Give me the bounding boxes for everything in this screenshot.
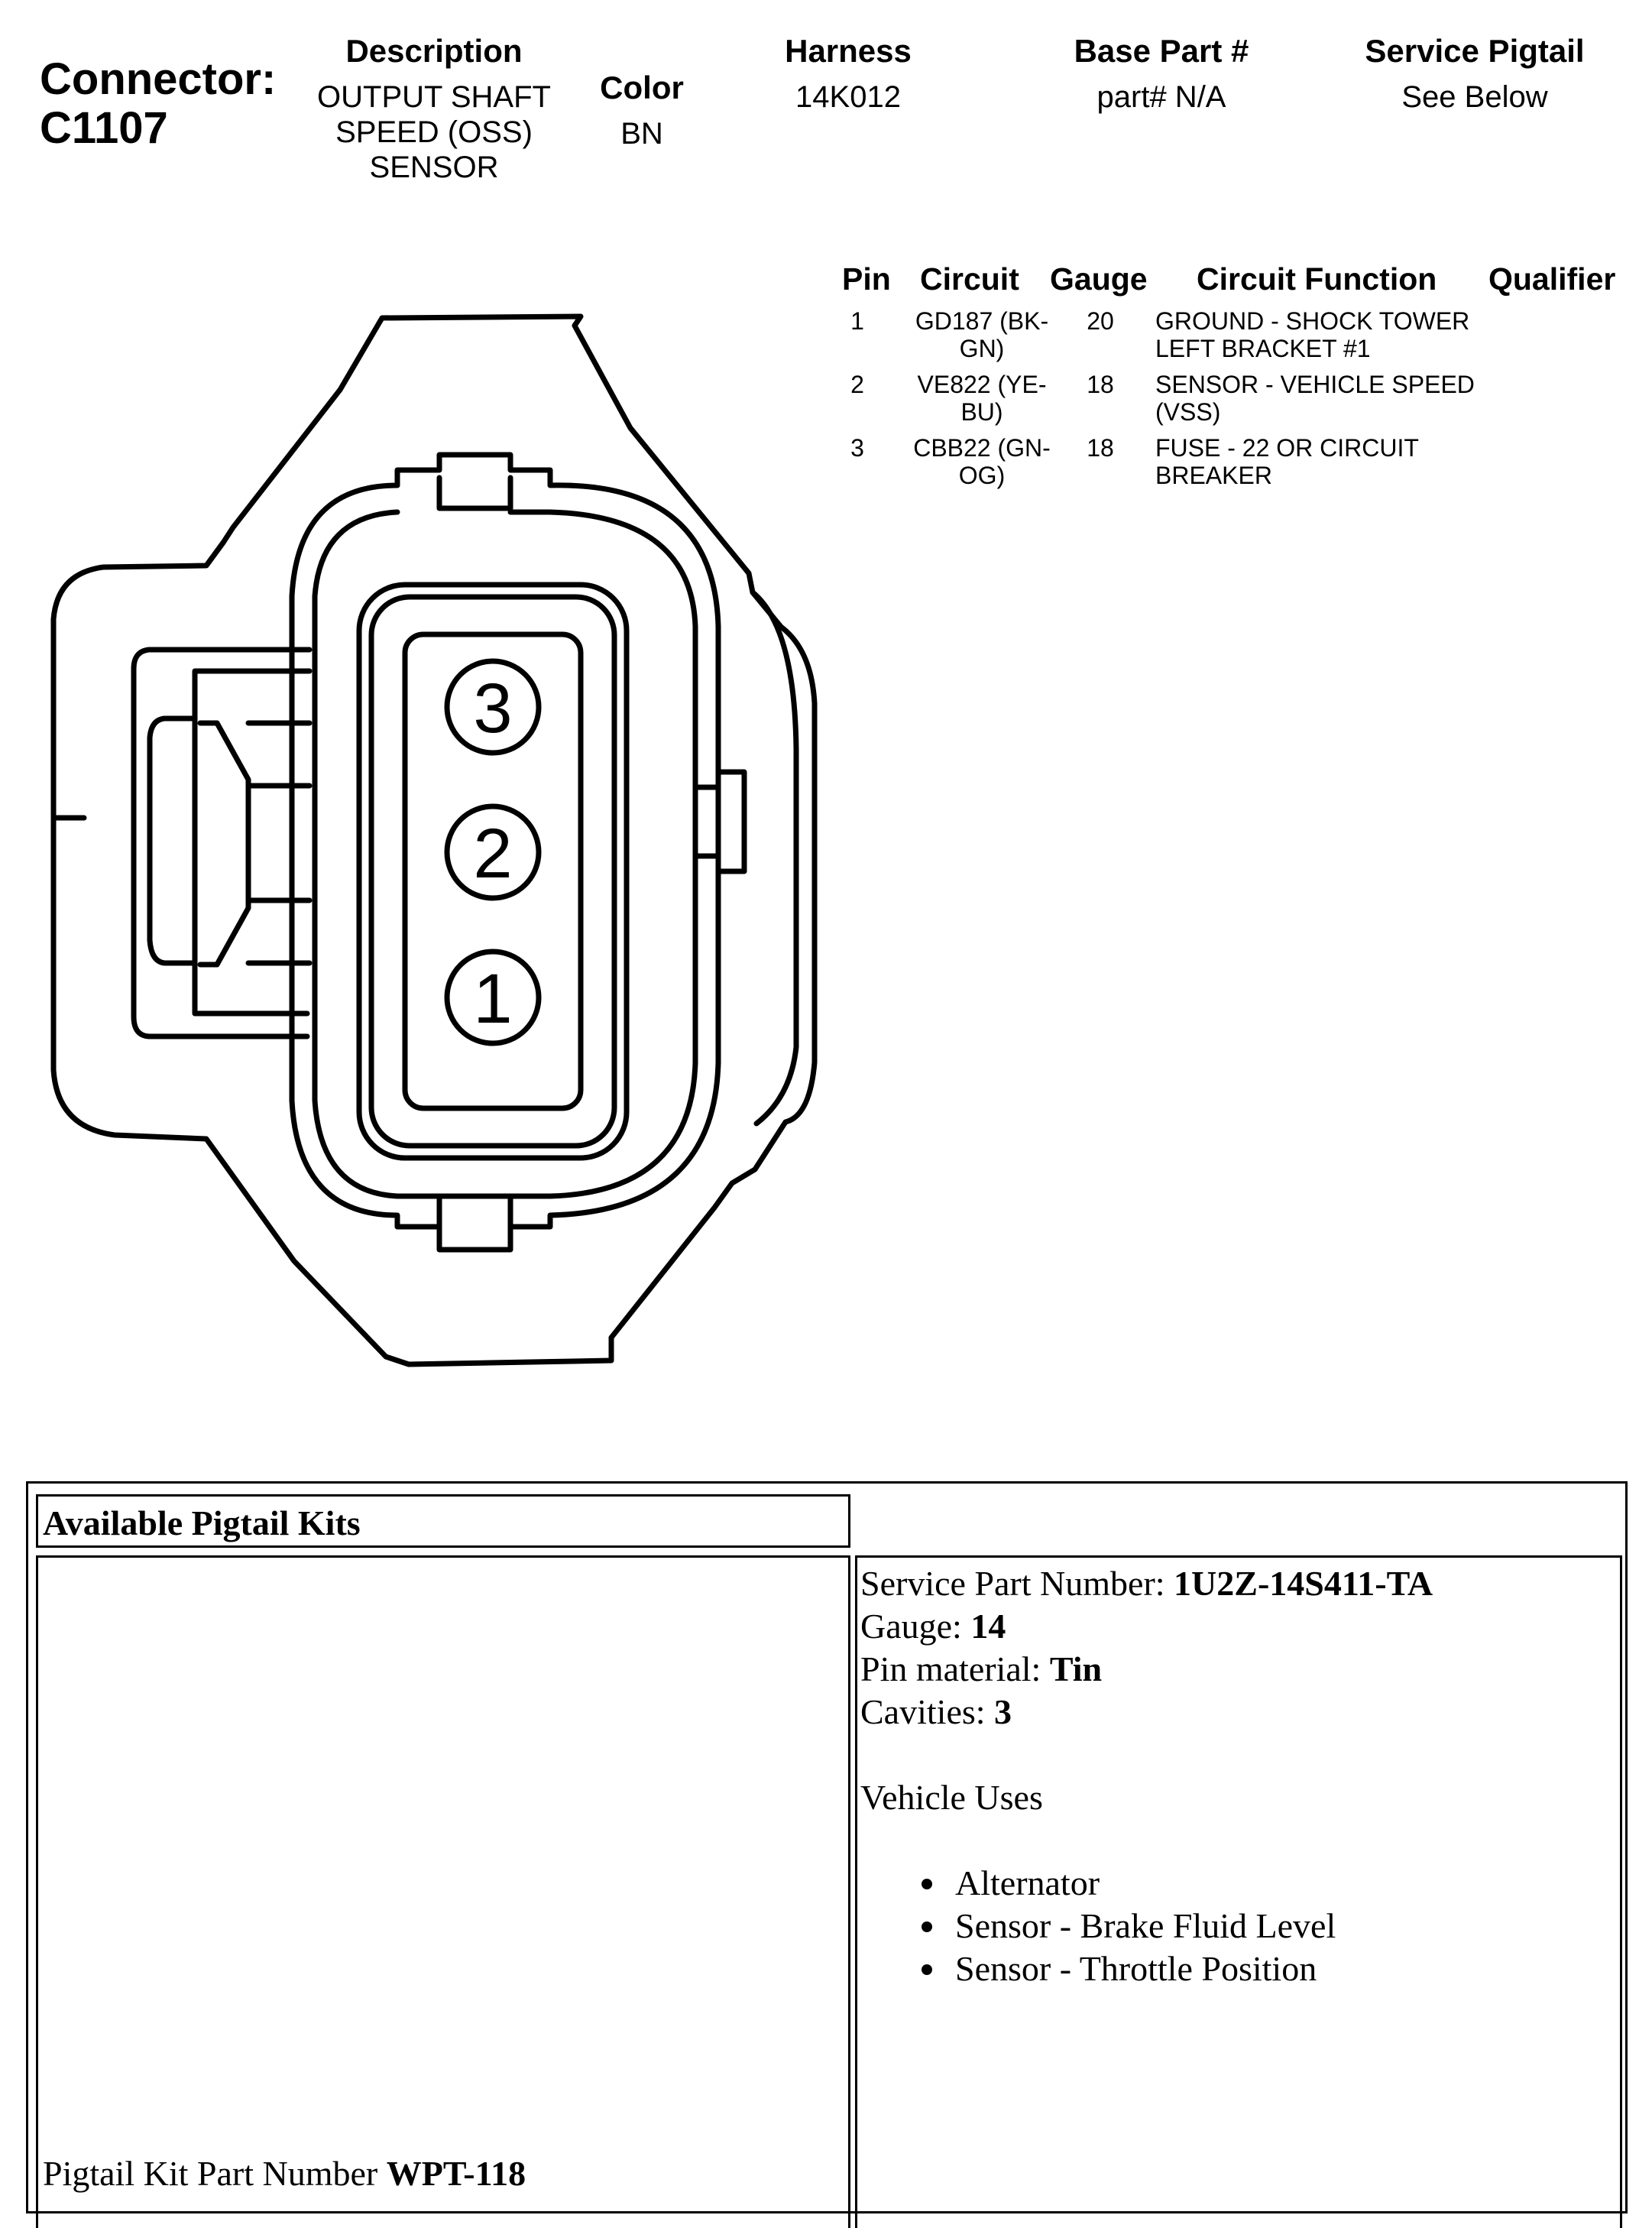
harness-header: Harness <box>785 33 912 69</box>
function-line: (VSS) <box>1155 398 1221 426</box>
base-part-header: Base Part # <box>1074 33 1249 69</box>
circuit-line: CBB22 (GN- <box>913 434 1051 462</box>
connector-right-bump <box>753 592 796 1124</box>
function-header: Circuit Function <box>1197 261 1437 297</box>
color-value: BN <box>620 117 663 151</box>
pin-number: 1 <box>850 307 864 335</box>
vehicle-use-text: Sensor - Brake Fluid Level <box>955 1906 1336 1945</box>
kit-part-value: WPT-118 <box>386 2154 526 2193</box>
pigtail-kits-title-spacer <box>850 1494 1622 1548</box>
pin-1-label: 1 <box>473 960 513 1038</box>
description-column <box>300 34 568 185</box>
gauge-cell: 18 <box>1087 434 1114 462</box>
function-cell <box>1155 434 1492 489</box>
function-line: SENSOR - VEHICLE SPEED <box>1155 371 1475 398</box>
description-line: OUTPUT SHAFT <box>317 80 551 114</box>
function-cell <box>1155 371 1492 426</box>
service-pigtail-value: See Below <box>1401 80 1548 114</box>
cavities-line <box>860 1691 1617 1733</box>
cavities-value: 3 <box>994 1692 1012 1731</box>
circuit-header: Circuit <box>920 261 1019 297</box>
list-item <box>860 1862 1617 1905</box>
gauge-label: Gauge: <box>860 1607 962 1646</box>
list-item <box>860 1905 1617 1947</box>
color-column <box>581 70 703 151</box>
pigtail-kits-frame <box>26 1481 1628 2213</box>
list-item <box>860 1947 1617 1990</box>
pigtail-kit-part-line <box>43 2152 526 2195</box>
circuit-cell <box>902 307 1062 362</box>
pigtail-kits-title-cell <box>36 1494 850 1548</box>
color-header: Color <box>600 70 684 105</box>
description-line: SENSOR <box>369 151 499 184</box>
pin-3-label: 3 <box>473 670 513 748</box>
function-line: GROUND - SHOCK TOWER <box>1155 307 1470 335</box>
shroud-bottom-key <box>439 1196 510 1227</box>
function-line: LEFT BRACKET #1 <box>1155 335 1371 362</box>
kit-part-label: Pigtail Kit Part Number <box>43 2154 378 2193</box>
connector-face-diagram <box>0 290 841 1391</box>
pin-material-line <box>860 1648 1617 1691</box>
harness-column <box>749 34 947 115</box>
circuit-line: VE822 (YE- <box>917 371 1047 398</box>
base-part-value: part# N/A <box>1096 80 1226 114</box>
pin-header: Pin <box>842 261 891 297</box>
description-value <box>300 79 568 185</box>
bullet-icon <box>922 1879 932 1889</box>
description-line: SPEED (OSS) <box>335 115 533 149</box>
pin-number: 2 <box>850 371 864 398</box>
pigtail-kits-title: Available Pigtail Kits <box>43 1503 361 1542</box>
gauge-value: 14 <box>970 1607 1006 1646</box>
connector-id: C1107 <box>40 103 168 153</box>
bullet-icon <box>922 1964 932 1975</box>
gauge-header: Gauge <box>1050 261 1148 297</box>
latch-outer <box>134 650 309 1036</box>
service-part-value: 1U2Z-14S411-TA <box>1174 1564 1433 1603</box>
bullet-icon <box>922 1922 932 1932</box>
vehicle-use-text: Sensor - Throttle Position <box>955 1949 1317 1988</box>
vehicle-uses-label: Vehicle Uses <box>860 1778 1043 1817</box>
circuit-line: OG) <box>958 462 1006 489</box>
description-header: Description <box>345 33 523 69</box>
vehicle-uses-list <box>860 1862 1617 1990</box>
pigtail-kit-details-cell <box>855 1555 1622 2228</box>
pin-material-value: Tin <box>1049 1649 1103 1688</box>
vehicle-use-text: Alternator <box>955 1863 1100 1902</box>
latch-tab <box>150 718 195 963</box>
circuit-line: GD187 (BK- <box>915 307 1049 335</box>
circuit-cell <box>902 371 1062 426</box>
circuit-cell <box>902 434 1062 489</box>
qualifier-header: Qualifier <box>1488 261 1616 297</box>
cavities-label: Cavities: <box>860 1692 986 1731</box>
service-pigtail-column <box>1330 34 1620 115</box>
service-part-line <box>860 1562 1617 1605</box>
latch-wedge <box>200 723 248 965</box>
connector-label: Connector: <box>40 54 277 104</box>
pin-material-label: Pin material: <box>860 1649 1041 1688</box>
connector-title <box>40 55 276 153</box>
function-line: BREAKER <box>1155 462 1272 489</box>
gauge-cell: 20 <box>1087 307 1114 335</box>
pigtail-kit-image-cell <box>36 1555 850 2228</box>
service-part-label: Service Part Number: <box>860 1564 1165 1603</box>
function-cell <box>1155 307 1492 362</box>
gauge-cell: 18 <box>1087 371 1114 398</box>
connector-outer-housing <box>53 316 815 1364</box>
circuit-line: BU) <box>960 398 1003 426</box>
pin-number: 3 <box>850 434 864 462</box>
base-part-column <box>1032 34 1291 115</box>
function-line: FUSE - 22 OR CIRCUIT <box>1155 434 1419 462</box>
gauge-line <box>860 1605 1617 1648</box>
pin-2-label: 2 <box>473 815 513 893</box>
harness-value: 14K012 <box>795 80 901 114</box>
service-pigtail-header: Service Pigtail <box>1365 33 1585 69</box>
circuit-line: GN) <box>959 335 1005 362</box>
